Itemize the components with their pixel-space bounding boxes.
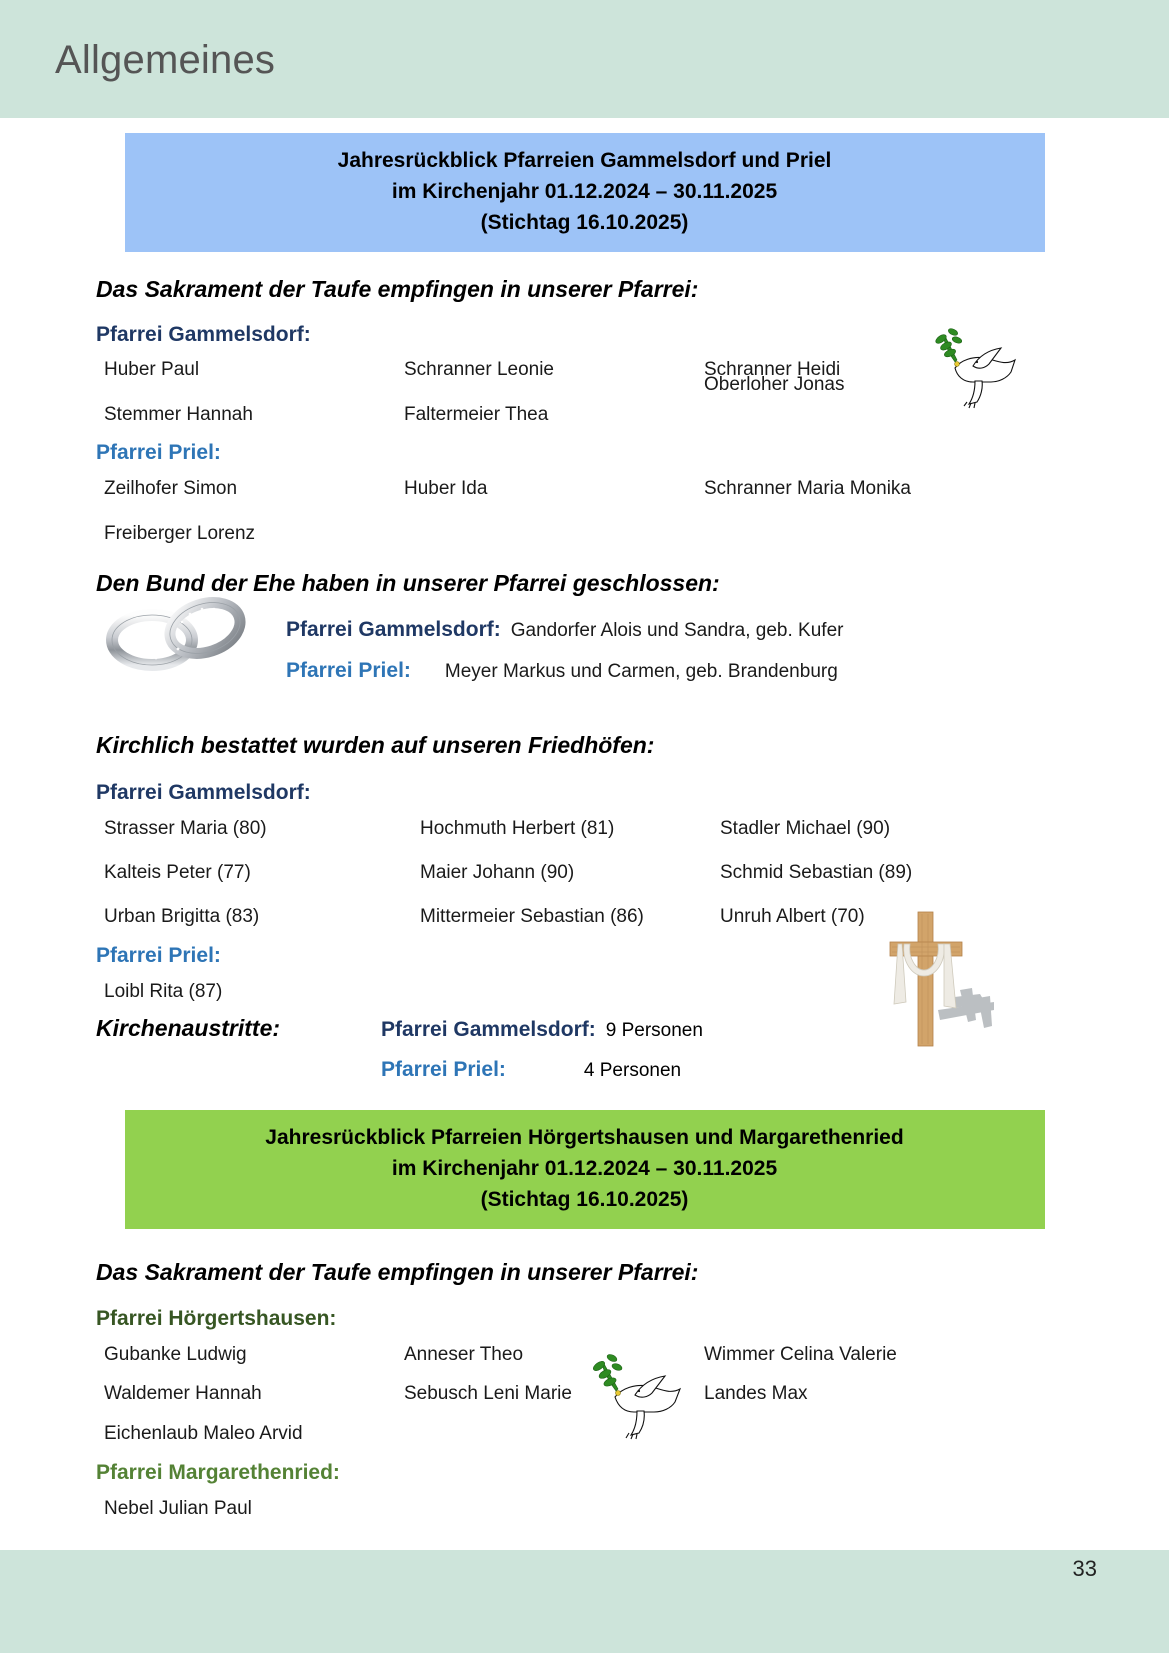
name-item: Schranner Heidi	[704, 358, 841, 380]
baptism-hoergertshausen-names	[104, 1345, 1024, 1443]
austritte-count: 4 Personen	[583, 1059, 682, 1081]
baptism-gammelsdorf-names	[104, 360, 1024, 424]
banner-line-1: Jahresrückblick Pfarreien Hörgertshausen und Margarethenried	[265, 1125, 904, 1149]
marriage-parish-label: Pfarrei Gammelsdorf:	[286, 617, 501, 641]
name-item: Stadler Michael (90)	[720, 818, 891, 840]
austritte-title: Kirchenaustritte:	[96, 1014, 281, 1041]
baptism-margarethenried-names	[104, 1499, 1024, 1518]
name-item: Kalteis Peter (77)	[104, 862, 251, 884]
name-item: Eichenlaub Maleo Arvid	[104, 1423, 303, 1445]
name-item: Loibl Rita (87)	[104, 980, 223, 1002]
name-item: Oberloher Jonas	[704, 373, 845, 395]
name-item: Urban Brigitta (83)	[104, 906, 260, 928]
name-item: Schmid Sebastian (89)	[720, 862, 913, 884]
parish-heading-hoergertshausen-baptism: Pfarrei Hörgertshausen:	[96, 1307, 337, 1331]
banner-line-2: im Kirchenjahr 01.12.2024 – 30.11.2025	[391, 180, 778, 203]
marriage-row	[286, 618, 1096, 642]
name-item: Strasser Maria (80)	[104, 818, 267, 840]
name-row	[104, 479, 1024, 498]
name-item: Schranner Maria Monika	[704, 478, 911, 500]
name-item: Zeilhofer Simon	[104, 478, 238, 500]
name-item: Maier Johann (90)	[420, 862, 575, 884]
banner-hoergertshausen-margarethenried	[125, 1110, 1045, 1229]
dove-with-olive-branch-icon	[915, 326, 1027, 410]
name-item: Huber Paul	[104, 358, 200, 380]
parish-heading-gammelsdorf-burial: Pfarrei Gammelsdorf:	[96, 781, 311, 805]
marriage-couple: Gandorfer Alois und Sandra, geb. Kufer	[510, 619, 844, 641]
baptism-priel-names	[104, 479, 1024, 543]
name-row	[104, 1424, 1024, 1443]
austritte-count: 9 Personen	[605, 1019, 703, 1041]
name-row	[104, 1345, 1024, 1364]
parish-heading-gammelsdorf-baptism: Pfarrei Gammelsdorf:	[96, 322, 311, 346]
austritte-parish-label: Pfarrei Gammelsdorf:	[381, 1017, 596, 1041]
name-row	[104, 819, 1024, 838]
name-row	[104, 1499, 1024, 1518]
name-item: Hochmuth Herbert (81)	[420, 818, 615, 840]
name-item: Gubanke Ludwig	[104, 1344, 247, 1366]
name-item: Wimmer Celina Valerie	[704, 1344, 897, 1366]
wooden-cross-with-cloth-icon	[868, 898, 998, 1048]
banner-line-3: (Stichtag 16.10.2025)	[480, 211, 689, 234]
page-number: 33	[1072, 1556, 1097, 1581]
name-item: Schranner Leonie	[404, 358, 554, 380]
marriage-row	[286, 659, 1096, 683]
name-item: Nebel Julian Paul	[104, 1497, 252, 1519]
name-item: Sebusch Leni Marie	[404, 1383, 572, 1405]
parish-heading-priel-burial: Pfarrei Priel:	[96, 944, 221, 968]
name-item: Anneser Theo	[404, 1344, 524, 1366]
wedding-rings-icon	[90, 592, 280, 672]
name-item: Mittermeier Sebastian (86)	[420, 906, 644, 928]
parish-heading-priel-baptism: Pfarrei Priel:	[96, 440, 221, 464]
name-row	[104, 524, 1024, 543]
name-item: Freiberger Lorenz	[104, 523, 256, 545]
name-item: Unruh Albert (70)	[720, 906, 865, 928]
page-header-band	[0, 0, 1169, 118]
name-item: Landes Max	[704, 1383, 808, 1405]
banner-line-1: Jahresrückblick Pfarreien Gammelsdorf und Priel	[337, 149, 832, 172]
name-item: Huber Ida	[404, 478, 488, 500]
austritte-parish-label: Pfarrei Priel:	[381, 1057, 506, 1081]
banner-line-2: im Kirchenjahr 01.12.2024 – 30.11.2025	[391, 1156, 778, 1180]
austritte-row-gammelsdorf	[96, 1015, 1169, 1042]
banner-line-3: (Stichtag 16.10.2025)	[480, 1187, 689, 1211]
dove-with-olive-branch-icon	[575, 1352, 693, 1442]
section-heading-baptism-2: Das Sakrament der Taufe empfingen in unserer Pfarrei:	[96, 1258, 699, 1285]
name-row	[104, 373, 1024, 425]
section-heading-burial: Kirchlich bestattet wurden auf unseren Friedhöfen:	[96, 732, 655, 759]
name-row	[104, 1384, 1024, 1403]
section-heading-marriage: Den Bund der Ehe haben in unserer Pfarrei geschlossen:	[96, 570, 720, 597]
parish-heading-margarethenried-baptism: Pfarrei Margarethenried:	[96, 1461, 340, 1485]
page-title: Allgemeines	[55, 38, 276, 82]
name-item: Stemmer Hannah	[104, 403, 253, 425]
section-heading-baptism-1: Das Sakrament der Taufe empfingen in unserer Pfarrei:	[96, 276, 699, 302]
marriage-parish-label: Pfarrei Priel:	[286, 658, 411, 682]
name-item: Faltermeier Thea	[404, 403, 549, 425]
page-footer-band	[0, 1550, 1169, 1653]
banner-gammelsdorf-priel	[125, 133, 1045, 252]
marriage-couple: Meyer Markus und Carmen, geb. Brandenburg	[444, 660, 838, 682]
name-row	[104, 863, 1024, 882]
name-item: Waldemer Hannah	[104, 1383, 262, 1405]
austritte-row-priel	[96, 1058, 1169, 1082]
